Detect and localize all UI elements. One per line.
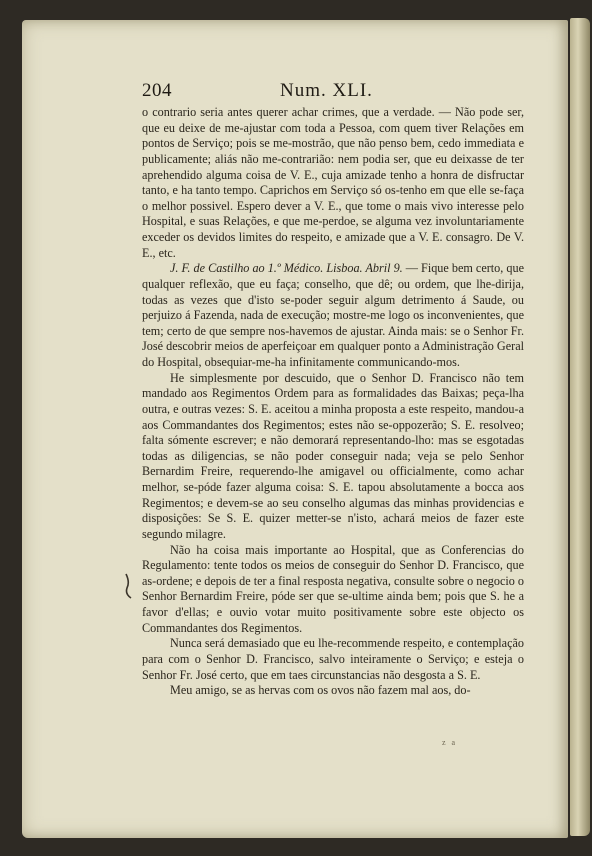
paragraph-1: o contrario seria antes querer achar crimes, que a verdade. — Não pode ser, que eu deixe de me-ajustar com toda a Pessoa, com quem tiver Relações em pontos de Serviço; pois se me-mostrão, que não penso bem, cedo immediata e publicamente; aliás não me-contrarião: nem podia ser, que eu deixasse de ter aprehendido alguma coisa de V. E., cuja amizade tenho a honra de disfructar tanto, e ha tanto tempo. Caprichos em Serviço só os-tenho em que elle se-faça o melhor possivel. Espero dever a V. E., que tome o mais vivo interesse pelo Hospital, e suas Relações, e que me-perdoe, se alguma vez involuntariamente exceder os devidos limites do respeito, e amizade que a V. E. consagro. De V. E., etc.: [142, 105, 524, 260]
paragraph-5: Nunca será demasiado que eu lhe-recommende respeito, e contemplação para com o Senhor D. Francisco, salvo inteiramente o Serviço; e esteja o Senhor Fr. José certo, que em taes circunstancias não desgosta a S. E.: [142, 636, 524, 682]
page-number: 204: [142, 80, 172, 101]
margin-mark-icon: [124, 572, 134, 600]
catchword: z a: [442, 738, 458, 747]
body-text: [142, 105, 524, 699]
page-header: [142, 80, 522, 102]
paragraph-2: [142, 261, 524, 370]
paragraph-6: Meu amigo, se as hervas com os ovos não fazem mal aos, do-: [170, 683, 471, 698]
paragraph-3: He simplesmente por descuido, que o Senhor D. Francisco não tem mandado aos Regimentos Ordem para as formalidades das Baixas; peça-lha outra, e outras vezes: S. E. aceitou a minha proposta a este respeito, mandou-a aos Commandantes dos Regimentos; estes não se-oppozerão; S. E. resolveo; falta sómente escrever; e não demorará representando-lho: mas se esgotadas todas as diligencias, se não poder conseguir nada; veja se pelo Senhor Bernardim Freire, requerendo-lhe amigavel ou officialmente, como achar melhor, se-póde fazer alguma coisa: S. E. tapou absolutamente a bocca aos Regimentos; e devem-se ao seu conselho algumas das minhas providencias e disposições: Se S. E. quizer metter-se n'isto, achará meios de fazer este segundo milagre.: [142, 370, 524, 541]
running-title: Num. XLI.: [280, 80, 373, 101]
letter-heading: J. F. de Castilho ao 1.º Médico. Lisboa. Abril 9.: [170, 261, 403, 276]
paragraph-4: Não ha coisa mais importante ao Hospital, que as Conferencias do Regulamento: tente todos os meios de conseguir do Senhor D. Francisco, que as-ordene; e depois de ter a final resposta negativa, consulte sobre o negocio o Senhor Bernardim Freire, póde ser que se-ultime ainda bem; pois que S. he a favor d'ellas; e ouvio votar muito positivamente sobre este objecto os Commandantes dos Regimentos.: [142, 542, 524, 635]
paragraph-2-body: — Fique bem certo, que qualquer reflexão, que eu faça; conselho, que dê; ou ordem, que lhe-dirija, todas as vezes que d'isto se-poder seguir algum detrimento á Saude, ou perjuizo á Fazenda, nada de execução; mostre-me logo os inconvenientes, que tem; certo de que sempre nos-havemos de ajustar. Ainda mais: se o Senhor Fr. José descobrir meios de aperfeiçoar em qualquer ponto a Administração Geral do Hospital, obsequiar-me-ha infinitamente communicando-mos.: [142, 261, 524, 369]
page-edge: [570, 18, 590, 836]
